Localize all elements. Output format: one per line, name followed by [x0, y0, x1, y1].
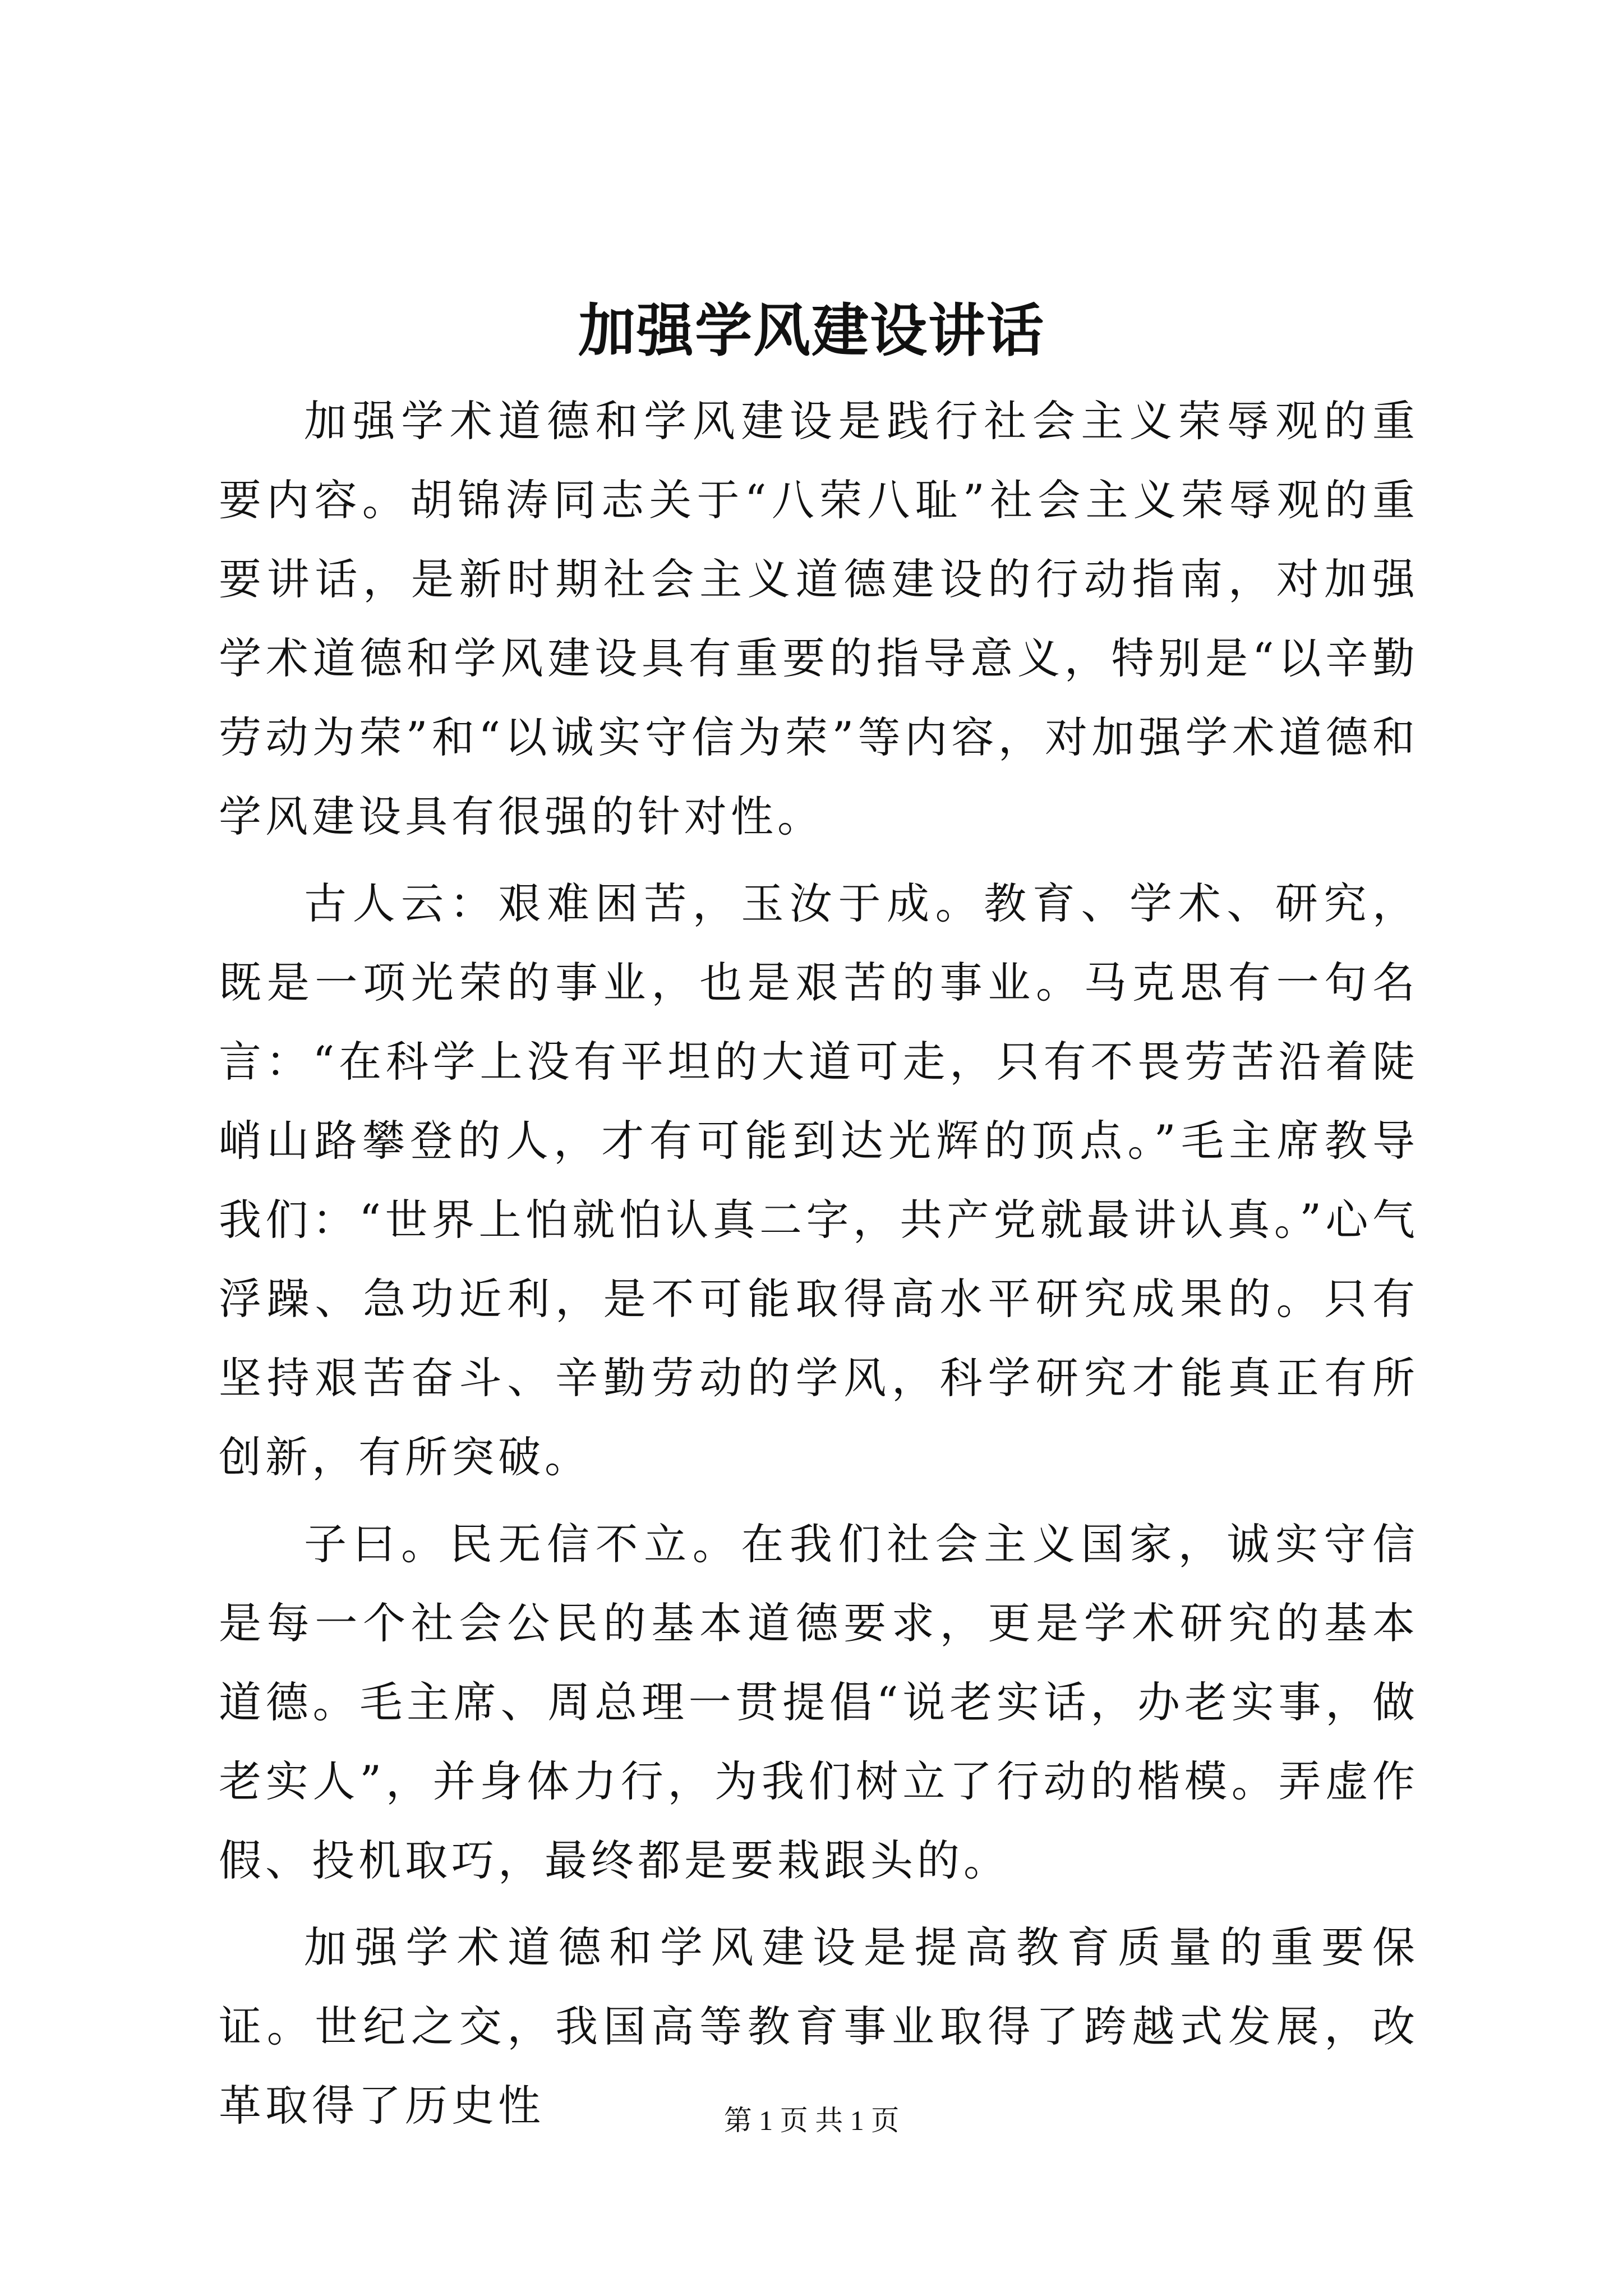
document-body	[219, 381, 1419, 2153]
paragraph-3: 子曰。民无信不立。在我们社会主义国家，诚实守信是每一个社会公民的基本道德要求，更是学术研究的基本道德。毛主席、周总理一贯提倡“说老实话，办老实事，做老实人”，并身体力行，为我们树立了行动的楷模。弄虚作假、投机取巧，最终都是要栽跟头的。	[219, 1519, 1419, 1885]
page-footer: 第 1 页 共 1 页	[723, 2105, 900, 2136]
paragraph-1: 加强学术道德和学风建设是践行社会主义荣辱观的重要内容。胡锦涛同志关于“八荣八耻”社会主义荣辱观的重要讲话，是新时期社会主义道德建设的行动指南，对加强学术道德和学风建设具有重要的指导意义，特别是“以辛勤劳动为荣”和“以诚实守信为荣”等内容，对加强学术道德和学风建设具有很强的针对性。	[219, 396, 1419, 841]
document-title: 加强学风建设讲话	[578, 297, 1045, 365]
paragraph-2: 古人云：艰难困苦，玉汝于成。教育、学术、研究，既是一项光荣的事业，也是艰苦的事业。马克思有一句名言：“在科学上没有平坦的大道可走，只有不畏劳苦沿着陡峭山路攀登的人，才有可能到达光辉的顶点。”毛主席教导我们：“世界上怕就怕认真二字，共产党就最讲认真。”心气浮躁、急功近利，是不可能取得高水平研究成果的。只有坚持艰苦奋斗、辛勤劳动的学风，科学研究才能真正有所创新，有所突破。	[219, 878, 1419, 1482]
paragraph-4: 加强学术道德和学风建设是提高教育质量的重要保证。世纪之交，我国高等教育事业取得了跨越式发展，改革取得了历史性	[219, 1922, 1419, 2131]
